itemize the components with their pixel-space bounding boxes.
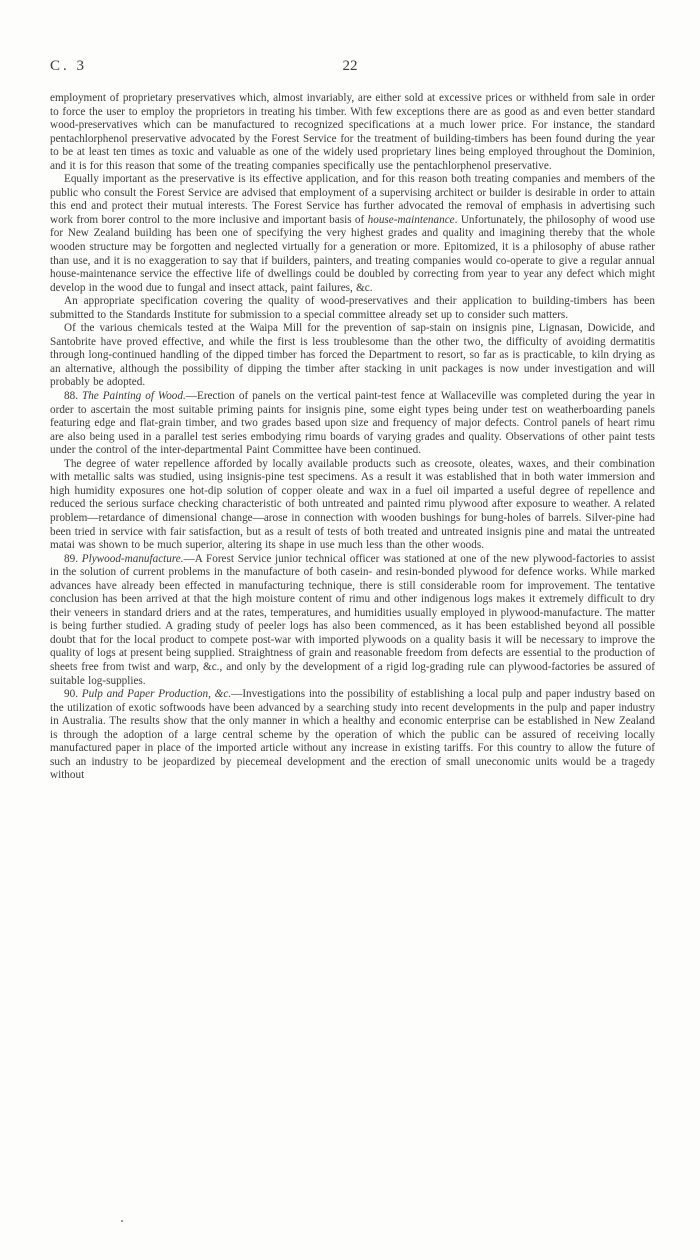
- report-code: C. 3: [50, 58, 88, 74]
- paragraph-text-run: Equally important as the preservative is its effective application, and for this reason both treating companies and members of the public who consult the Forest Service are advised that employment of a supervising architect or builder is desirable in order to attain this end and protect their mutual interests. The Forest Service has further advocated the removal of emphasis in advertising such work from borer control to the more inclusive and important basis of: [50, 173, 655, 226]
- paragraph-specification: [50, 295, 655, 322]
- page-body: [50, 92, 655, 783]
- paragraph-pulp-and-paper: [50, 688, 655, 783]
- paragraph-text-run: —A Forest Service junior technical officer was stationed at one of the new plywood-factories to assist in the solution of current problems in the manufacture of both casein- and resin-bonded plywood for defence works. While marked advances have already been effected in manufacturing technique, there is still considerable room for improvement. The tentative conclusion has been arrived at that the high moisture content of rimu and other indigenous logs makes it extremely difficult to dry their veneers in standard driers and at the rates, temperatures, and humidities usually employed in plywood-manufacture. The matter is being further studied. A grading study of peeler logs has also been commenced, as it has been established beyond all possible doubt that for the local product to compete post-war with imported plywoods on a quality basis it will be necessary to improve the quality of logs at present being supplied. Straightness of grain and reasonable freedom from defects are essential to the production of sheets free from twist and warp, &c., and only by the development of a rigid log-grading rule can plywood-factories be assured of suitable log-supplies.: [50, 552, 655, 687]
- paragraph-house-maintenance: [50, 173, 655, 295]
- paragraph-sap-stain: [50, 322, 655, 390]
- paragraph-text-run: 89.: [64, 552, 82, 565]
- paragraph-plywood-manufacture: [50, 553, 655, 688]
- section-heading-italic: house-maintenance: [367, 213, 455, 226]
- section-heading-italic: The Painting of Wood.: [81, 390, 186, 403]
- paragraph-text-run: —Investigations into the possibility of establishing a local pulp and paper industry based on the utilization of exotic softwoods have been advanced by a searching study into recent developments in the pulp and paper industry in Australia. The results show that the only manner in which a healthy and economic enterprise can be established in New Zealand is through the adoption of a large central scheme by the operation of which the public can be assured of receiving locally manufactured paper in place of the imported article without any increase in existing tariffs. For this country to allow the future of such an industry to be jeopardized by piecemeal development and the erection of small uneconomic units would be a tragedy without: [50, 688, 656, 782]
- paragraph-text-run: The degree of water repellence afforded by locally available products such as creosote, oleates, waxes, and their combination with metallic salts was studied, using insignis-pine test specimens. As a result it was established that in both water immersion and high humidity exposures one hot-dip solution of copper oleate and wax in a fuel oil imparted a useful degree of repellence and reduced the serious surface checking characteristic of both untreated and painted rimu plywood after exposure to weather. A related problem—retardance of dimensional change—arose in connection with wooden bushings for bung-holes of barrels. Silver-pine had been tried in service with fair satisfaction, but as a result of tests of both treated and untreated insignis pine and matai the untreated matai was shown to be much superior, altering its shape in use much less than the other woods.: [50, 457, 655, 552]
- paragraph-text-run: employment of proprietary preservatives which, almost invariably, are either sold at excessive prices or withheld from sale in order to force the user to employ the proprietors in treating his timber. With few exceptions there are as good as and even better standard wood-preservatives which can be manufactured to recognized specifications at a much lower price. For instance, the standard pentachlorphenol preservative advocated by the Forest Service for the treatment of building-timbers has been found during the year to be at least ten times as toxic and valuable as one of the widely used proprietary lines being employed throughout the Dominion, and it is for this reason that some of the treating companies specifically use the pentachlorphenol preservative.: [50, 92, 655, 172]
- paragraph-water-repellence: [50, 458, 655, 553]
- paragraph-text-run: —Erection of panels on the vertical paint-test fence at Wallaceville was completed during the year in order to ascertain the most suitable priming paints for insignis pine, some eight types being under test on weatherboarding panels featuring edge and flat-grain timber, and two grades based upon size and frequency of major defects. Control panels of heart rimu are also being used in a parallel test series embodying rimu boards of varying grades and quality. Observations of other paint tests under the control of the inter-departmental Paint Committee have been continued.: [50, 390, 656, 457]
- paragraph-preservatives-pricing: [50, 92, 655, 173]
- paragraph-text-run: 88.: [64, 390, 82, 403]
- page-number: 22: [342, 58, 358, 74]
- paragraph-text-run: An appropriate specification covering the quality of wood-preservatives and their application to building-timbers has been submitted to the Standards Institute for submission to a special committee already set up to consider such matters.: [50, 295, 655, 321]
- paragraph-text-run: . Unfortunately, the philosophy of wood use for New Zealand building has been one of specifying the very highest grades and quality and imagining thereby that the whole wooden structure may be forgotten and neglected virtually for a generation or more. Epitomized, it is a philosophy of abuse rather than use, and it is no exaggeration to say that if builders, painters, and treating companies would co-operate to give a regular annual house-maintenance service the effective life of dwellings could be doubled by correcting from year to year any defect which might develop in the wood due to fungal and insect attack, paint failures, &c.: [50, 213, 655, 294]
- stray-mark: [121, 1220, 123, 1222]
- paragraph-text-run: Of the various chemicals tested at the Waipa Mill for the prevention of sap-stain on insignis pine, Lignasan, Dowicide, and Santobrite have proved effective, and while the first is less troublesome than the other two, the difficulty of avoiding dermatitis through long-continued handling of the dipped timber has forced the Department to resort, so far as is practicable, to kiln drying as an alternative, although the possibility of dipping the timber after stacking in unit packages is now under investigation and will probably be adopted.: [50, 322, 655, 389]
- section-heading-italic: Plywood-manufacture.: [81, 552, 184, 565]
- paragraph-painting-of-wood: [50, 390, 655, 458]
- paragraph-text-run: 90.: [64, 688, 82, 701]
- section-heading-italic: Pulp and Paper Production, &c.: [81, 688, 232, 701]
